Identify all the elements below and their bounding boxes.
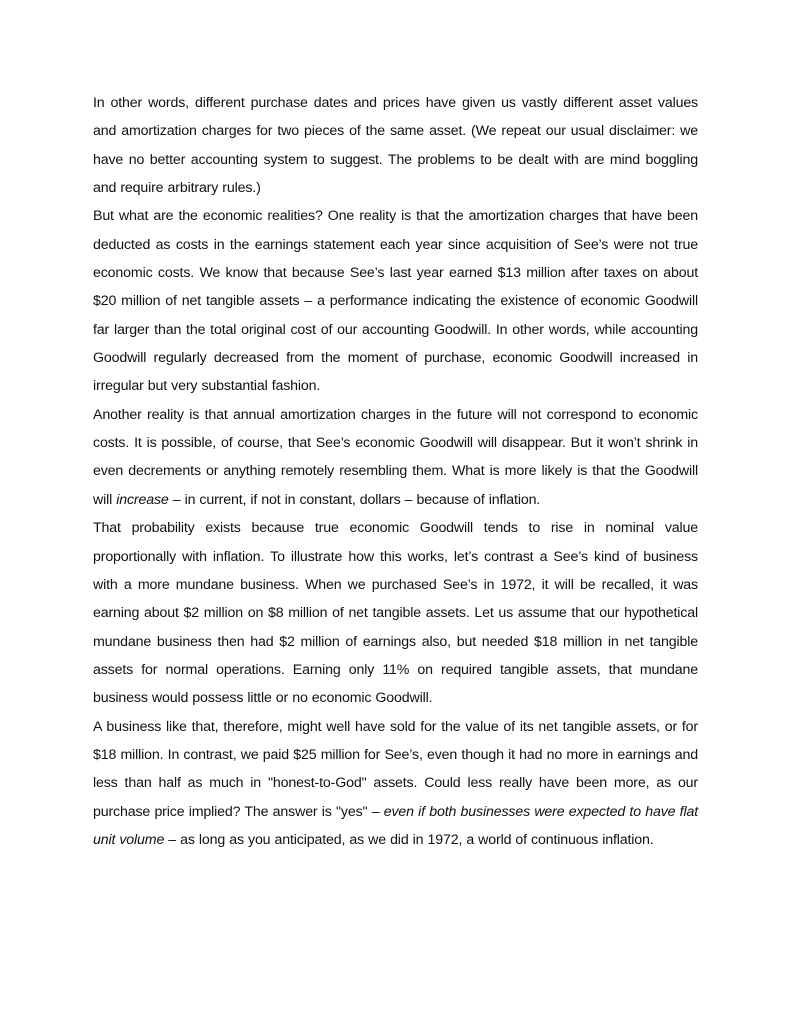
paragraph-text: – in current, if not in constant, dollars – because of inflation. xyxy=(168,491,541,508)
italic-text: even if both businesses were expected to have flat unit volume xyxy=(93,803,698,848)
document-body xyxy=(93,89,698,854)
paragraph-text: Another reality is that annual amortization charges in the future will not correspond to economic costs. It is possible, of course, that See’s economic Goodwill will disappear. But it won’t shrink in even decrements or anything remotely resembling them. What is more likely is that the Goodwill will xyxy=(93,406,698,508)
italic-text: increase xyxy=(116,491,169,508)
paragraph-1 xyxy=(93,89,698,202)
paragraph-text: – as long as you anticipated, as we did in 1972, a world of continuous inflation. xyxy=(164,831,654,848)
paragraph-text: In other words, different purchase dates and prices have given us vastly different asset values and amortization charges for two pieces of the same asset. (We repeat our usual disclaimer: we have no better accounting system to suggest. The problems to be dealt with are mind boggling and require arbitrary rules.) xyxy=(93,95,698,197)
paragraph-text: That probability exists because true economic Goodwill tends to rise in nominal value proportionally with inflation. To illustrate how this works, let’s contrast a See’s kind of business with a more mundane business. When we purchased See’s in 1972, it will be recalled, it was earning about $2 million on $8 million of net tangible assets. Let us assume that our hypothetical mundane business then had $2 million of earnings also, but needed $18 million in net tangible assets for normal operations. Earning only 11% on required tangible assets, that mundane business would possess little or no economic Goodwill. xyxy=(93,520,698,707)
paragraph-5 xyxy=(93,713,698,855)
paragraph-4 xyxy=(93,514,698,712)
paragraph-text: A business like that, therefore, might well have sold for the value of its net tangible assets, or for $18 million. In contrast, we paid $25 million for See’s, even though it had no more in earnings and less than half as much in "honest-to-God" assets. Could less really have been more, as our purchase price implied? The answer is "yes" – xyxy=(93,718,698,820)
paragraph-text: But what are the economic realities? One reality is that the amortization charges that have been deducted as costs in the earnings statement each year since acquisition of See’s were not true economic costs. We know that because See’s last year earned $13 million after taxes on about $20 million of net tangible assets – a performance indicating the existence of economic Goodwill far larger than the total original cost of our accounting Goodwill. In other words, while accounting Goodwill regularly decreased from the moment of purchase, economic Goodwill increased in irregular but very substantial fashion. xyxy=(93,208,698,395)
paragraph-3 xyxy=(93,401,698,514)
paragraph-2 xyxy=(93,202,698,400)
